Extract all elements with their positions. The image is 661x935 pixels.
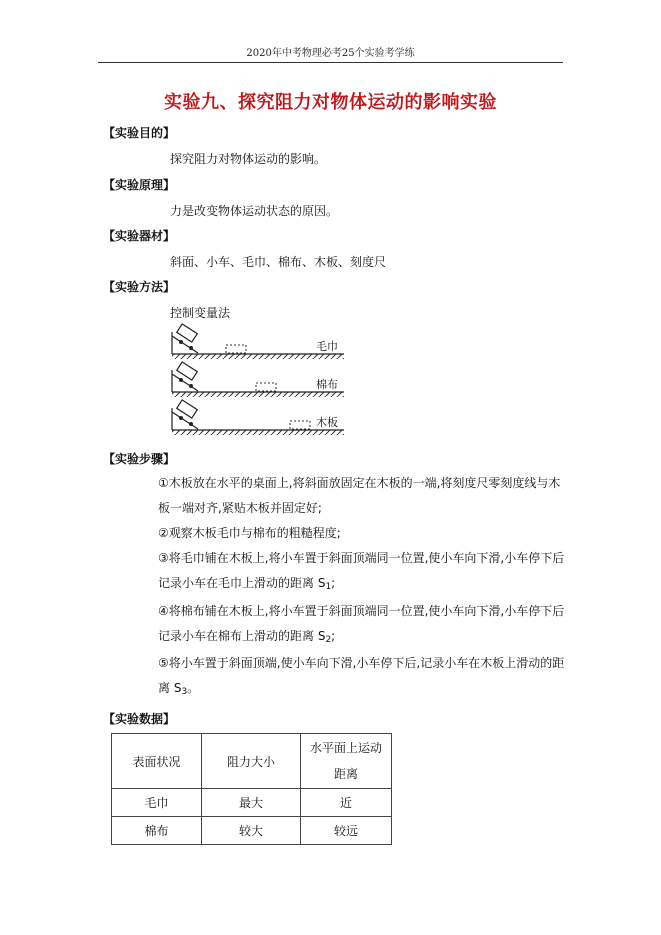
steps-heading: 【实验步骤】 — [103, 452, 176, 466]
step-5: ⑤将小车置于斜面顶端,使小车向下滑,小车停下后,记录小车在木板上滑动的距离 $S_3$。 — [158, 656, 565, 697]
header-cell-distance: 水平面上运动 距离 — [301, 734, 392, 789]
header-rule — [98, 62, 563, 63]
cart-icon — [177, 362, 198, 380]
header-cell-surface: 表面状况 — [112, 734, 202, 789]
method-heading: 【实验方法】 — [103, 280, 176, 294]
cloth-setup — [172, 362, 344, 397]
principle-heading: 【实验原理】 — [103, 178, 176, 192]
table-row: 毛巾 最大 近 — [112, 789, 392, 817]
data-heading: 【实验数据】 — [103, 712, 176, 726]
towel-label: 毛巾 — [316, 340, 338, 353]
cart-icon — [177, 324, 198, 342]
step-1: ①木板放在水平的桌面上,将斜面放固定在木板的一端,将刻度尺零刻度线与木板一端对齐,紧贴木板并固定好; — [158, 476, 561, 515]
purpose-text: 探究阻力对物体运动的影响。 — [170, 152, 327, 166]
table-header-row — [112, 734, 392, 789]
principle-text: 力是改变物体运动状态的原因。 — [170, 204, 339, 218]
data-table — [111, 733, 392, 845]
towel-setup — [172, 324, 344, 359]
method-text: 控制变量法 — [170, 306, 231, 320]
equipment-text: 斜面、小车、毛巾、棉布、木板、刻度尺 — [170, 255, 387, 269]
cloth-label: 棉布 — [316, 378, 338, 391]
header-cell-resistance: 阻力大小 — [202, 734, 301, 789]
page-title: 实验九、探究阻力对物体运动的影响实验 — [164, 92, 497, 113]
table-row: 棉布 较大 较远 — [112, 817, 392, 845]
step-2: ②观察木板毛巾与棉布的粗糙程度; — [158, 526, 341, 540]
board-label: 木板 — [316, 416, 338, 429]
equipment-heading: 【实验器材】 — [103, 229, 176, 243]
purpose-heading: 【实验目的】 — [103, 126, 176, 140]
step-3: ③将毛巾铺在木板上,将小车置于斜面顶端同一位置,使小车向下滑,小车停下后记录小车在毛巾上滑动的距离 $S_1$; — [158, 551, 565, 592]
step-4: ④将棉布铺在木板上,将小车置于斜面顶端同一位置,使小车向下滑,小车停下后记录小车在棉布上滑动的距离 $S_2$; — [158, 604, 565, 645]
page-header: 2020年中考物理必考25个实验考学练 — [246, 48, 415, 59]
board-setup — [172, 400, 344, 435]
cart-icon — [177, 400, 198, 418]
experiment-figure — [170, 322, 350, 440]
